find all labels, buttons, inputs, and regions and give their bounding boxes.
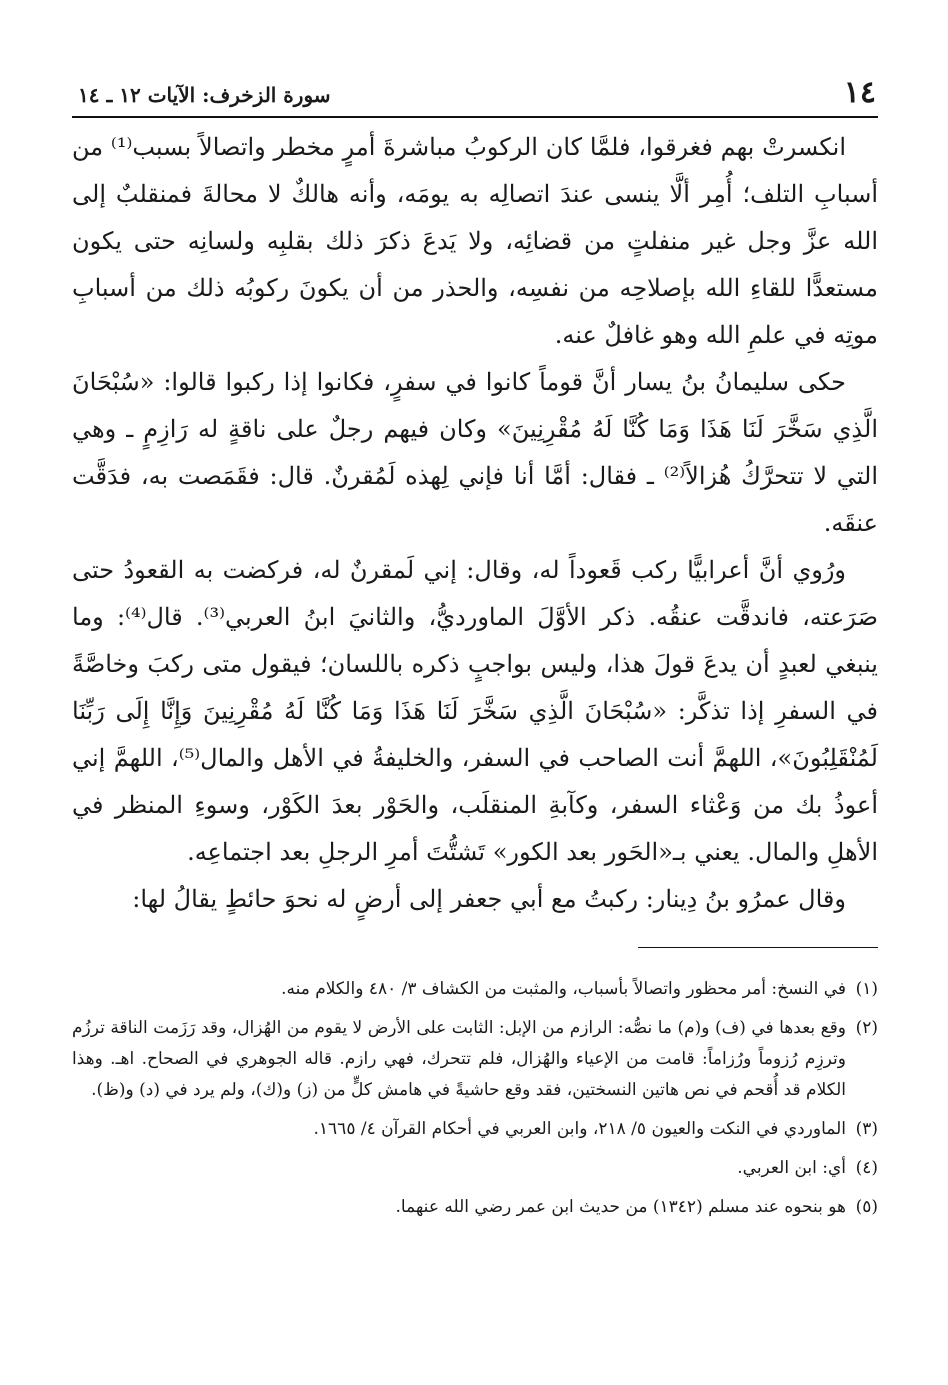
running-title: سورة الزخرف: الآيات ١٢ ـ ١٤ [78,83,331,107]
page-header [72,76,878,118]
footnote-number: (٥) [855,1197,878,1217]
footnote-separator [638,947,878,948]
footnote [72,974,878,1005]
footnote-text: أي: ابن العربي. [737,1158,846,1178]
footnote-text: في النسخ: أمر محظور واتصالاً بأسباب، والمثبت من الكشاف ٣/ ٤٨٠ والكلام منه. [281,979,846,999]
paragraph: ورُوي أنَّ أعرابيًّا ركب قَعوداً له، وقال: إني لَمقرنٌ له، فركضت به القعودُ حتى صَرَعته، فاندقَّت عنقُه. ذكر الأوَّلَ الماورديُّ، والثانيَ ابنُ العربي⁽³⁾. قال⁽⁴⁾: وما ينبغي لعبدٍ أن يدعَ قولَ هذا، وليس بواجبٍ ذكره باللسان؛ فيقول متى ركبَ وخاصَّةً في السفرِ إذا تذكَّر: «سُبْحَانَ الَّذِي سَخَّرَ لَنَا هَذَا وَمَا كُنَّا لَهُ مُقْرِنِينَ وَإِنَّا إِلَى رَبِّنَا لَمُنْقَلِبُونَ»، اللهمَّ أنت الصاحب في السفر، والخليفةُ في الأهل والمال⁽⁵⁾، اللهمَّ إني أعوذُ بك من وَعْثاء السفر، وكآبةِ المنقلَب، والحَوْر بعدَ الكَوْر، وسوءِ المنظر في الأهلِ والمال. يعني بـ«الحَور بعد الكور» تَشتُّتَ أمرِ الرجلِ بعد اجتماعِه. [72,556,878,866]
footnote [72,1114,878,1145]
footnote-number: (٢) [855,1018,878,1038]
paragraph: وقال عمرُو بنُ دِينار: ركبتُ مع أبي جعفر إلى أرضٍ له نحوَ حائطٍ يقالُ لها: [132,885,846,913]
paragraph: انكسرتْ بهم فغرقوا، فلمَّا كان الركوبُ مباشرةَ أمرٍ مخطر واتصالاً بسبب⁽¹⁾ من أسبابِ التلف؛ أُمِر ألَّا ينسى عندَ اتصالِه به يومَه، وأنه هالكٌ لا محالةَ فمنقلبٌ إلى الله عزَّ وجل غير منفلتٍ من قضائِه، ولا يَدعَ ذكرَ ذلك بقلبِه ولسانِه حتى يكون مستعدًّا للقاءِ الله بإصلاحِه من نفسِه، والحذر من أن يكونَ ركوبُه ذلك من أسبابِ موتِه في علمِ الله وهو غافلٌ عنه. [72,133,878,349]
footnote-number: (٣) [855,1119,878,1139]
footnote-number: (٤) [855,1158,878,1178]
footnote-number: (١) [855,979,878,999]
main-text [72,124,878,923]
paragraph: حكى سليمانُ بنُ يسار أنَّ قوماً كانوا في سفرٍ، فكانوا إذا ركبوا قالوا: «سُبْحَانَ الَّذِي سَخَّرَ لَنَا هَذَا وَمَا كُنَّا لَهُ مُقْرِنِينَ» وكان فيهم رجلٌ على ناقةٍ له رَازِمٍ ـ وهي التي لا تتحرَّكُ هُزالاً⁽²⁾ ـ فقال: أمَّا أنا فإني لِهذه لَمُقرنٌ. قال: فقَمَصت به، فدَقَّت عنقَه. [72,368,878,537]
footnote-text: وقع بعدها في (ف) و(م) ما نصُّه: الرازم من الإبل: الثابت على الأرض لا يقوم من الهُزال، وقد رَزَمت الناقة ترزُم وترزِم رُزوماً ورُزاماً: قامت من الإعياء والهُزال، فلم تتحرك، فهي رازم. قاله الجوهري في الصحاح. اهـ. وهذا الكلام قد أُقحم في نص هاتين النسختين، فقد وقع حاشيةً في هامش كلٍّ من (ز) و(ك)، ولم يرد في (د) و(ظ). [72,1018,846,1100]
page-number: ١٤ [843,75,876,110]
footnotes [72,974,878,1223]
footnote-text: الماوردي في النكت والعيون ٥/ ٢١٨، وابن العربي في أحكام القرآن ٤/ ١٦٦٥. [313,1119,846,1139]
footnote [72,1153,878,1184]
footnote [72,1013,878,1106]
footnote [72,1192,878,1223]
footnote-text: هو بنحوه عند مسلم (١٣٤٢) من حديث ابن عمر رضي الله عنهما. [395,1197,846,1217]
